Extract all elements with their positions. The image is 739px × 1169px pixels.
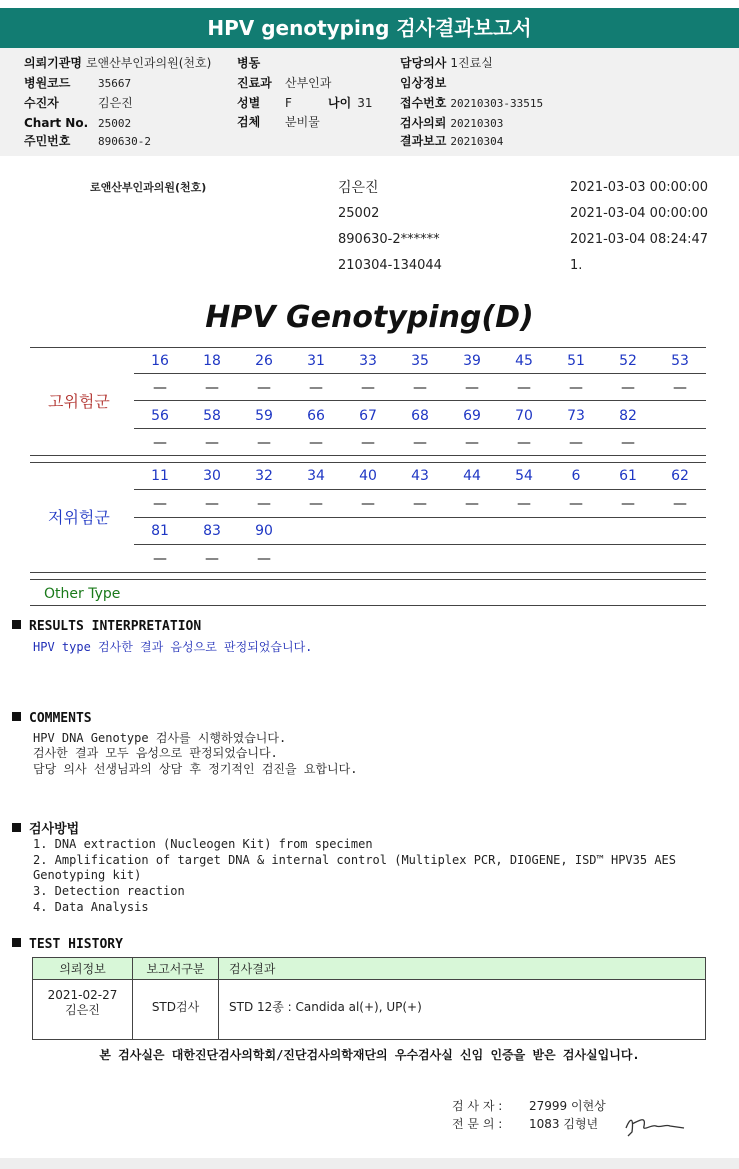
genotype-result: — [257,380,271,396]
comments-heading: COMMENTS [12,711,92,726]
genotype-label: 34 [307,468,325,484]
info-age: 나이 31 [328,96,373,110]
genotype-result: — [257,551,271,567]
info-specimen: 검체 분비물 [237,115,320,129]
info-hospital-code: 병원코드 35667 [24,76,132,90]
genotype-result: — [153,435,167,451]
method-line: 4. Data Analysis [33,900,149,914]
genotype-label: 56 [151,408,169,424]
genotype-label: 35 [411,353,429,369]
genotype-result: — [569,496,583,512]
genotype-result: — [309,380,323,396]
specialist-name: 1083 김형년 [529,1117,599,1131]
genotype-label: 43 [411,468,429,484]
bullet-square-icon [12,712,21,721]
info-ward: 병동 [237,56,261,70]
history-table [32,957,706,1040]
history-col-request: 의뢰정보 [33,958,133,980]
patient-date-3: 2021-03-04 08:24:47 [570,232,709,247]
grid-line [134,544,706,545]
genotype-result: — [517,380,531,396]
patient-seq: 1. [570,258,583,273]
grid-line [30,347,706,348]
genotype-result: — [569,435,583,451]
genotype-result: — [569,380,583,396]
info-patient: 수진자 김은진 [24,96,133,110]
grid-line [30,455,706,456]
table-row [33,980,706,1040]
grid-line [134,517,706,518]
genotype-label: 59 [255,408,273,424]
tester-name: 27999 이현상 [529,1099,606,1113]
genotype-result: — [153,551,167,567]
tester-label: 검 사 자 : [452,1099,503,1113]
info-chart-no: Chart No. 25002 [24,116,132,130]
genotype-label: 68 [411,408,429,424]
genotype-label: 61 [619,468,637,484]
genotyping-title: HPV Genotyping(D) [205,300,534,335]
genotype-label: 11 [151,468,169,484]
info-request-date: 검사의뢰 20210303 [400,116,504,130]
grid-line [30,605,706,606]
grid-line [30,572,706,573]
genotype-result: — [465,435,479,451]
genotype-result: — [465,496,479,512]
report-title: HPV genotyping 검사결과보고서 [0,8,739,48]
history-heading: TEST HISTORY [12,937,123,952]
history-col-type: 보고서구분 [133,958,219,980]
grid-line [134,373,706,374]
grid-line [134,428,706,429]
grid-line [30,462,706,463]
info-clinical: 임상정보 [400,76,447,90]
genotype-result: — [361,380,375,396]
genotype-result: — [309,496,323,512]
grid-line [134,400,706,401]
accreditation-notice: 본 검사실은 대한진단검사의학회/진단검사의학재단의 우수검사실 신임 인증을 받은 검사실입니다. [99,1048,640,1062]
footer-bar [0,1158,739,1169]
signature-image [622,1110,688,1138]
low-risk-label: 저위험군 [48,508,110,527]
genotype-label: 16 [151,353,169,369]
genotype-result: — [413,380,427,396]
bullet-square-icon [12,938,21,947]
genotype-result: — [621,380,635,396]
genotype-label: 62 [671,468,689,484]
genotype-result: — [413,435,427,451]
method-line: 2. Amplification of target DNA & internal control (Multiplex PCR, DIOGENE, ISD™ HPV35 AES [33,853,676,867]
patient-sample-id: 210304-134044 [338,258,442,273]
genotype-label: 51 [567,353,585,369]
genotype-label: 26 [255,353,273,369]
genotype-label: 69 [463,408,481,424]
bullet-square-icon [12,620,21,629]
results-heading: RESULTS INTERPRETATION [12,619,201,634]
genotype-result: — [257,496,271,512]
genotype-label: 40 [359,468,377,484]
history-date: 2021-02-27 [47,988,118,1002]
comments-line: 담당 의사 선생님과의 상담 후 정기적인 검진을 요합니다. [33,762,358,776]
genotype-label: 54 [515,468,533,484]
high-risk-label: 고위험군 [48,392,110,411]
results-text: HPV type 검사한 결과 음성으로 판정되었습니다. [33,640,313,654]
genotype-label: 6 [571,468,581,484]
genotype-result: — [205,380,219,396]
bullet-square-icon [12,823,21,832]
genotype-result: — [621,435,635,451]
genotype-label: 18 [203,353,221,369]
genotype-result: — [205,496,219,512]
genotype-label: 67 [359,408,377,424]
grid-line [134,489,706,490]
genotype-result: — [309,435,323,451]
info-sex: 성별 F [237,96,292,110]
genotype-label: 81 [151,523,169,539]
info-doctor: 담당의사 1진료실 [400,56,493,70]
genotype-result: — [205,551,219,567]
info-receipt-no: 접수번호 20210303-33515 [400,96,544,110]
genotype-result: — [673,380,687,396]
genotype-result: — [153,496,167,512]
method-line: 1. DNA extraction (Nucleogen Kit) from specimen [33,837,373,851]
comments-line: HPV DNA Genotype 검사를 시행하였습니다. [33,731,287,745]
genotype-label: 31 [307,353,325,369]
patient-name: 김은진 [338,180,379,196]
genotype-label: 66 [307,408,325,424]
history-result: STD 12종 : Candida al(+), UP(+) [219,980,706,1040]
patient-hospital: 로앤산부인과의원(천호) [90,181,207,194]
specialist-label: 전 문 의 : [452,1117,503,1131]
method-line: 3. Detection reaction [33,884,185,898]
grid-line [30,579,706,580]
comments-line: 검사한 결과 모두 음성으로 판정되었습니다. [33,746,278,760]
history-col-result: 검사결과 [219,958,706,980]
method-line: Genotyping kit) [33,868,142,882]
history-type: STD검사 [133,980,219,1040]
genotype-label: 82 [619,408,637,424]
genotype-label: 45 [515,353,533,369]
history-name: 김은진 [65,1003,100,1017]
genotype-result: — [621,496,635,512]
other-type-label: Other Type [44,586,121,602]
genotype-label: 90 [255,523,273,539]
genotype-result: — [413,496,427,512]
genotype-result: — [517,496,531,512]
info-report-date: 결과보고 20210304 [400,134,504,148]
info-ssn: 주민번호 890630-2 [24,134,151,148]
method-heading: 검사방법 [12,818,79,837]
genotype-label: 53 [671,353,689,369]
info-hospital: 의뢰기관명 로앤산부인과의원(천호) [24,56,212,70]
genotype-label: 39 [463,353,481,369]
genotype-label: 83 [203,523,221,539]
genotype-result: — [205,435,219,451]
info-panel [0,48,739,156]
genotype-label: 70 [515,408,533,424]
genotype-result: — [465,380,479,396]
patient-date-1: 2021-03-03 00:00:00 [570,180,709,195]
genotype-label: 52 [619,353,637,369]
genotype-result: — [257,435,271,451]
genotype-result: — [153,380,167,396]
genotype-label: 30 [203,468,221,484]
genotype-label: 73 [567,408,585,424]
patient-ssn: 890630-2****** [338,232,440,247]
genotype-label: 33 [359,353,377,369]
history-header-row [33,958,706,980]
genotype-label: 32 [255,468,273,484]
patient-chart: 25002 [338,206,380,221]
genotype-label: 58 [203,408,221,424]
genotype-result: — [517,435,531,451]
genotype-result: — [361,435,375,451]
genotype-result: — [361,496,375,512]
history-request-cell [33,980,133,1040]
genotype-result: — [673,496,687,512]
genotype-label: 44 [463,468,481,484]
patient-date-2: 2021-03-04 00:00:00 [570,206,709,221]
info-department: 진료과 산부인과 [237,76,332,90]
